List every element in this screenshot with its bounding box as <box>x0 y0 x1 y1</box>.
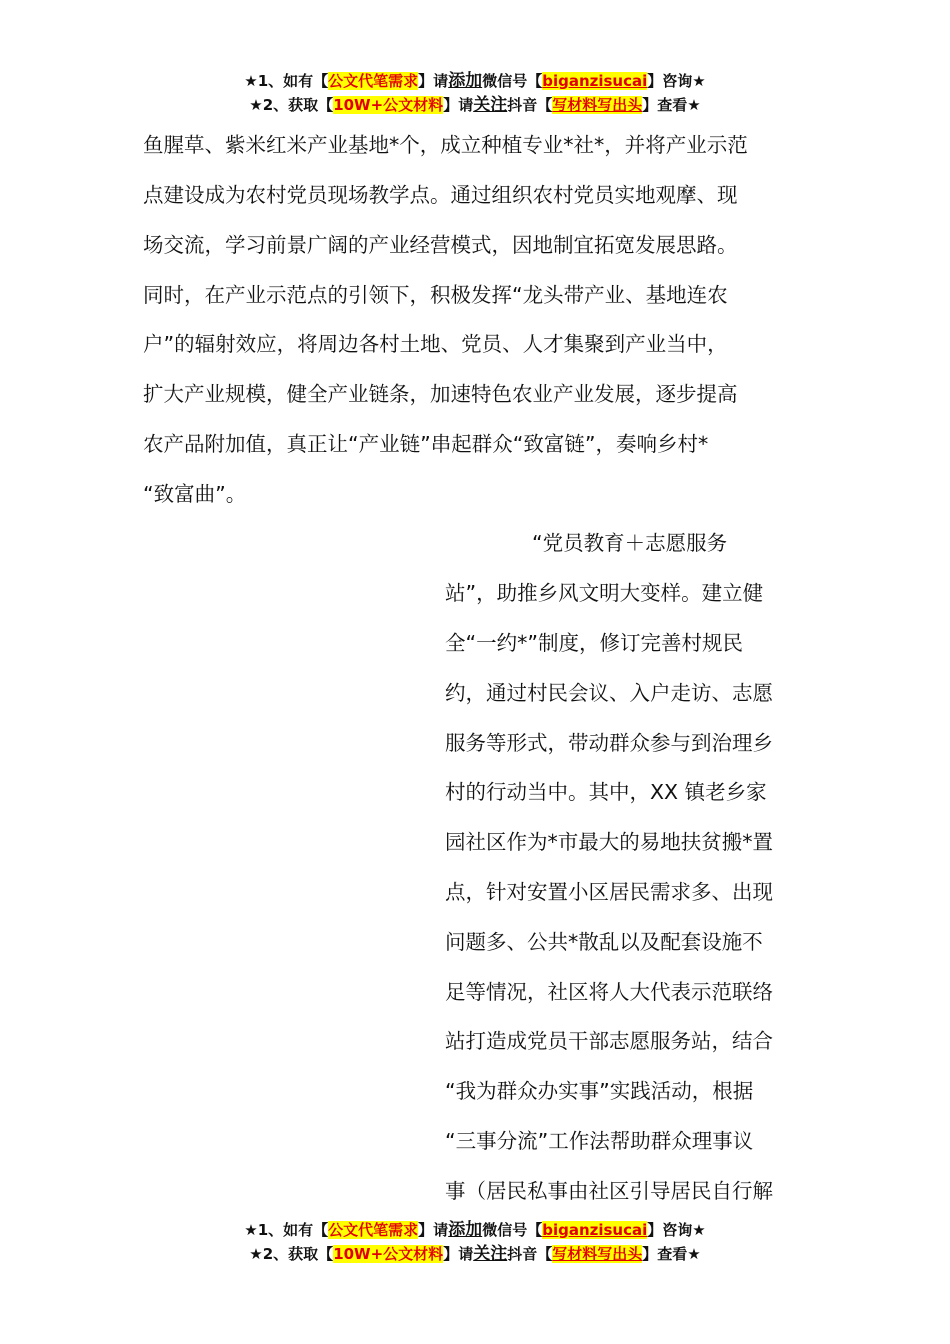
ad-underlined: 添加 <box>448 1220 483 1240</box>
ad-highlight: 10W+公文材料 <box>333 1245 444 1263</box>
ad-text: ★2、获取【 <box>249 96 334 114</box>
ad-highlight: 公文代笔需求 <box>328 1221 419 1239</box>
ad-text: 】咨询★ <box>647 72 706 90</box>
ad-text: 】请 <box>418 72 449 90</box>
ad-line-1-footer <box>0 1218 950 1242</box>
text-line: 农产品附加值，真正让“产业链”串起群众“致富链”，奏响乡村* <box>143 432 709 456</box>
ad-text: ★2、获取【 <box>249 1245 334 1263</box>
text-line: 村的行动当中。其中，XX 镇老乡家 <box>445 780 767 804</box>
ad-text: 抖音【 <box>507 1245 553 1263</box>
text-line: 约，通过村民会议、入户走访、志愿 <box>445 681 773 705</box>
text-line: 点，针对安置小区居民需求多、出现 <box>445 880 773 904</box>
ad-underlined: 关注 <box>473 95 508 115</box>
ad-text: 】查看★ <box>642 1245 701 1263</box>
text-line: “我为群众办实事”实践活动，根据 <box>445 1079 754 1103</box>
ad-line-2-footer <box>0 1242 950 1266</box>
ad-wechat-id: biganzisucai <box>542 72 648 90</box>
ad-text: 】咨询★ <box>647 1221 706 1239</box>
section-heading-line: “党员教育＋志愿服务 <box>532 531 728 555</box>
text-line: 点建设成为农村党员现场教学点。通过组织农村党员实地观摩、现 <box>143 183 738 207</box>
ad-douyin-id: 写材料写出头 <box>552 1245 643 1263</box>
text-line: 服务等形式，带动群众参与到治理乡 <box>445 731 773 755</box>
text-line: 问题多、公共*散乱以及配套设施不 <box>445 930 763 954</box>
ad-text: 微信号【 <box>482 1221 543 1239</box>
text-line: “致富曲”。 <box>143 482 247 506</box>
text-line: 户”的辐射效应，将周边各村土地、党员、人才集聚到产业当中， <box>143 332 728 356</box>
ad-highlight: 公文代笔需求 <box>328 72 419 90</box>
ad-douyin-id: 写材料写出头 <box>552 96 643 114</box>
ad-line-1 <box>0 69 950 93</box>
ad-text: 】请 <box>443 96 474 114</box>
text-line: 同时，在产业示范点的引领下，积极发挥“龙头带产业、基地连农 <box>143 283 728 307</box>
text-line: 场交流，学习前景广阔的产业经营模式，因地制宜拓宽发展思路。 <box>143 233 738 257</box>
ad-text: 】查看★ <box>642 96 701 114</box>
text-line: “三事分流”工作法帮助群众理事议 <box>445 1129 754 1153</box>
ad-highlight: 10W+公文材料 <box>333 96 444 114</box>
ad-text: ★1、如有【 <box>244 72 329 90</box>
text-line: 鱼腥草、紫米红米产业基地*个，成立种植专业*社*，并将产业示范 <box>143 133 748 157</box>
ad-text: 微信号【 <box>482 72 543 90</box>
ad-wechat-id: biganzisucai <box>542 1221 648 1239</box>
ad-text: 】请 <box>418 1221 449 1239</box>
ad-text: 抖音【 <box>507 96 553 114</box>
ad-text: 】请 <box>443 1245 474 1263</box>
text-line: 事（居民私事由社区引导居民自行解 <box>445 1179 773 1203</box>
text-line: 站打造成党员干部志愿服务站，结合 <box>445 1029 773 1053</box>
text-line: 扩大产业规模，健全产业链条，加速特色农业产业发展，逐步提高 <box>143 382 738 406</box>
ad-line-2 <box>0 93 950 117</box>
text-line: 站”，助推乡风文明大变样。建立健 <box>445 581 764 605</box>
text-line: 园社区作为*市最大的易地扶贫搬*置 <box>445 830 773 854</box>
ad-underlined: 添加 <box>448 71 483 91</box>
ad-text: ★1、如有【 <box>244 1221 329 1239</box>
ad-underlined: 关注 <box>473 1244 508 1264</box>
text-line: 足等情况，社区将人大代表示范联络 <box>445 980 773 1004</box>
text-line: 全“一约*”制度，修订完善村规民 <box>445 631 743 655</box>
